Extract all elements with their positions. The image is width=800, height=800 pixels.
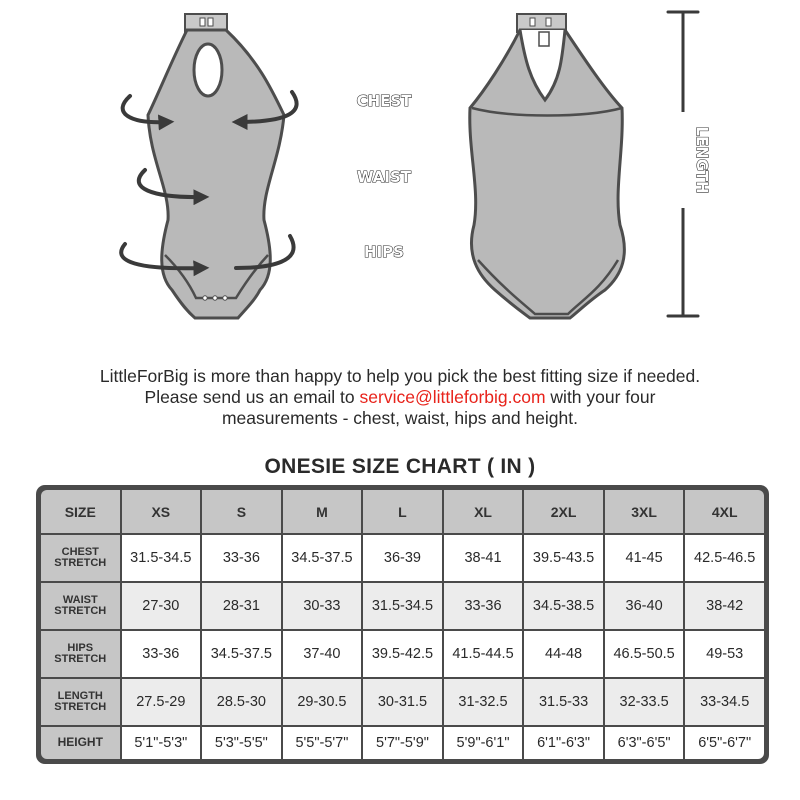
size-column-header: 2XL xyxy=(524,490,603,533)
row-header: WAIST STRETCH xyxy=(41,583,120,629)
help-text-line-2-start: Please send us an email to xyxy=(144,387,355,407)
help-text-line-2 xyxy=(0,387,800,408)
table-cell: 28.5-30 xyxy=(202,679,281,725)
table-cell: 5'7"-5'9" xyxy=(363,727,442,759)
table-cell: 49-53 xyxy=(685,631,764,677)
table-cell: 5'3"-5'5" xyxy=(202,727,281,759)
size-column-header: 3XL xyxy=(605,490,684,533)
size-column-header: 4XL xyxy=(685,490,764,533)
table-cell: 42.5-46.5 xyxy=(685,535,764,581)
size-column-header: M xyxy=(283,490,362,533)
help-text-line-3: measurements - chest, waist, hips and height. xyxy=(221,408,578,428)
table-cell: 31-32.5 xyxy=(444,679,523,725)
table-cell: 30-31.5 xyxy=(363,679,442,725)
hips-stretch-row xyxy=(41,631,764,677)
size-chart-table xyxy=(39,488,766,761)
row-header: LENGTH STRETCH xyxy=(41,679,120,725)
table-cell: 44-48 xyxy=(524,631,603,677)
table-cell: 32-33.5 xyxy=(605,679,684,725)
hips-label: HIPS xyxy=(364,243,404,261)
table-cell: 34.5-38.5 xyxy=(524,583,603,629)
table-cell: 30-33 xyxy=(283,583,362,629)
height-row xyxy=(41,727,764,759)
table-cell: 33-36 xyxy=(122,631,201,677)
help-text-line-1: LittleForBig is more than happy to help you pick the best fitting size if needed. xyxy=(99,366,701,386)
row-header: HEIGHT xyxy=(41,727,120,759)
size-chart-table-frame xyxy=(36,485,769,764)
table-cell: 6'5"-6'7" xyxy=(685,727,764,759)
chest-stretch-row xyxy=(41,535,764,581)
size-header-row xyxy=(41,490,764,533)
waist-label: WAIST xyxy=(356,168,412,186)
table-cell: 5'9"-6'1" xyxy=(444,727,523,759)
bodysuit-front-illustration xyxy=(148,14,284,318)
size-column-header: L xyxy=(363,490,442,533)
table-cell: 34.5-37.5 xyxy=(202,631,281,677)
table-cell: 27.5-29 xyxy=(122,679,201,725)
table-cell: 41.5-44.5 xyxy=(444,631,523,677)
size-chart-title: ONESIE SIZE CHART ( IN ) xyxy=(264,455,536,478)
table-cell: 34.5-37.5 xyxy=(283,535,362,581)
table-cell: 38-41 xyxy=(444,535,523,581)
table-cell: 5'1"-5'3" xyxy=(122,727,201,759)
table-cell: 41-45 xyxy=(605,535,684,581)
row-header: CHEST STRETCH xyxy=(41,535,120,581)
table-cell: 6'1"-6'3" xyxy=(524,727,603,759)
table-cell: 39.5-42.5 xyxy=(363,631,442,677)
table-cell: 31.5-34.5 xyxy=(363,583,442,629)
table-cell: 36-39 xyxy=(363,535,442,581)
size-corner-header: SIZE xyxy=(41,490,120,533)
table-cell: 28-31 xyxy=(202,583,281,629)
length-label-background xyxy=(674,112,692,208)
length-label: LENGTH xyxy=(693,126,711,194)
length-stretch-row xyxy=(41,679,764,725)
table-cell: 31.5-34.5 xyxy=(122,535,201,581)
table-cell: 39.5-43.5 xyxy=(524,535,603,581)
row-header: HIPS STRETCH xyxy=(41,631,120,677)
size-column-header: XS xyxy=(122,490,201,533)
support-email-link[interactable]: service@littleforbig.com xyxy=(359,387,546,407)
sizing-help-message xyxy=(0,366,800,429)
size-column-header: XL xyxy=(444,490,523,533)
table-cell: 36-40 xyxy=(605,583,684,629)
help-text-line-2-end: with your four xyxy=(550,387,656,407)
chest-label: CHEST xyxy=(356,92,412,110)
table-cell: 33-34.5 xyxy=(685,679,764,725)
table-cell: 37-40 xyxy=(283,631,362,677)
table-cell: 5'5"-5'7" xyxy=(283,727,362,759)
table-cell: 33-36 xyxy=(202,535,281,581)
table-cell: 46.5-50.5 xyxy=(605,631,684,677)
garment-measurement-diagram xyxy=(0,0,800,360)
size-column-header: S xyxy=(202,490,281,533)
waist-stretch-row xyxy=(41,583,764,629)
table-cell: 38-42 xyxy=(685,583,764,629)
bodysuit-back-illustration xyxy=(470,14,625,318)
table-cell: 31.5-33 xyxy=(524,679,603,725)
table-cell: 6'3"-6'5" xyxy=(605,727,684,759)
table-cell: 29-30.5 xyxy=(283,679,362,725)
table-cell: 33-36 xyxy=(444,583,523,629)
table-cell: 27-30 xyxy=(122,583,201,629)
